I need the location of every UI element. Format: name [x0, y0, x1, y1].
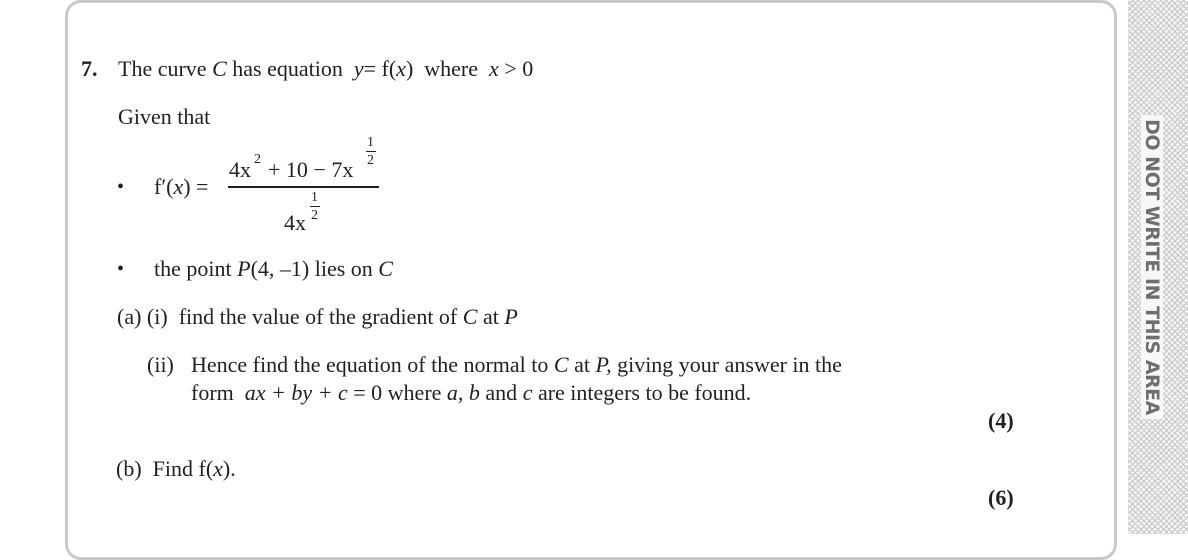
- derivative-lhs: f′(x) =: [154, 174, 209, 199]
- numerator-exponent-2: 2: [254, 152, 261, 167]
- fraction-bar: [228, 186, 379, 188]
- denominator: 4x: [284, 210, 306, 235]
- question-number: 7.: [81, 56, 98, 81]
- denominator-exponent-den: 2: [311, 208, 318, 223]
- given-that: Given that: [118, 104, 211, 129]
- do-not-write-label: DO NOT WRITE IN THIS AREA: [1141, 115, 1163, 419]
- part-a-ii-label: (ii): [147, 352, 174, 377]
- numerator-term-1: 4x: [229, 157, 251, 182]
- question-intro: The curve C has equation y= f(x) where x > 0: [118, 56, 534, 81]
- part-a-i: (a) (i) find the value of the gradient of C at P: [117, 304, 518, 329]
- part-a-ii-line-1: Hence find the equation of the normal to C at P, giving your answer in the: [191, 352, 842, 377]
- denominator-exponent-num: 1: [311, 190, 318, 205]
- denominator-exponent-bar: [310, 206, 320, 207]
- bullet-1-marker: •: [117, 176, 125, 198]
- marks-part-a: (4): [988, 408, 1014, 433]
- point-statement: the point P(4, –1) lies on C: [154, 256, 393, 281]
- part-a-ii-line-2: form ax + by + c = 0 where a, b and c are integers to be found.: [191, 380, 752, 405]
- numerator-exponent-bar: [366, 151, 376, 152]
- numerator-term-2: + 10 − 7x: [268, 157, 354, 182]
- bullet-2-marker: •: [117, 258, 125, 280]
- numerator-exponent-den: 2: [367, 153, 374, 168]
- part-b: (b) Find f(x).: [116, 456, 236, 481]
- marks-part-b: (6): [988, 485, 1014, 510]
- numerator-exponent-num: 1: [367, 135, 374, 150]
